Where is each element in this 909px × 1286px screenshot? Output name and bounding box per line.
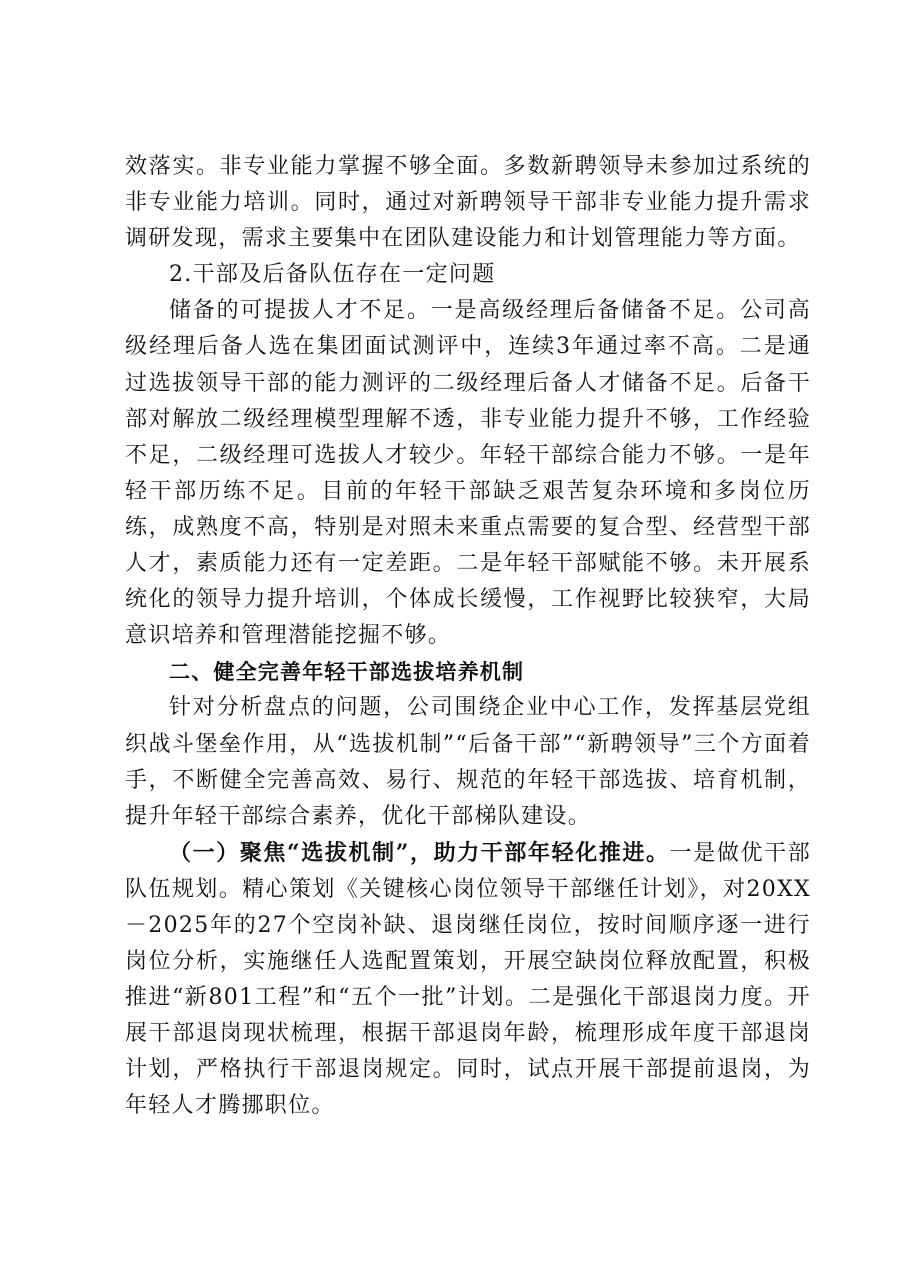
paragraph-lead: （一）聚焦“选拔机制”，助力干部年轻化推进。: [169, 839, 670, 866]
paragraph-body: 一是做优干部队伍规划。精心策划《关键核心岗位领导干部继任计划》，对20XX－2025年的27个空岗补缺、退岗继任岗位，按时间顺序逐一进行岗位分析，实施继任人选配置策划，开展空缺岗位释放配置，积极推进“新801工程”和“五个一批”计划。二是强化干部退岗力度。开展干部退岗现状梳理，根据干部退岗年龄，梳理形成年度干部退岗计划，严格执行干部退岗规定。同时，试点开展干部提前退岗，为年轻人才腾挪职位。: [125, 840, 811, 1119]
paragraph-continuation: 效落实。非专业能力掌握不够全面。多数新聘领导未参加过系统的非专业能力培训。同时，通过对新聘领导干部非专业能力提升需求调研发现，需求主要集中在团队建设能力和计划管理能力等方面。: [125, 154, 811, 252]
subsection-title: 2.干部及后备队伍存在一定问题: [169, 262, 496, 288]
paragraph-mechanism-intro: 针对分析盘点的问题，公司围绕企业中心工作，发挥基层党组织战斗堡垒作用，从“选拔机制”“后备干部”“新聘领导”三个方面着手，不断健全完善高效、易行、规范的年轻干部选拔、培育机制，提升年轻干部综合素养，优化干部梯队建设。: [125, 695, 811, 829]
document-body: [125, 149, 811, 1125]
paragraph-selection-mechanism: [125, 835, 811, 1125]
section-heading: 二、健全完善年轻干部选拔培养机制: [169, 660, 525, 685]
paragraph-reserve-talent: 储备的可提拔人才不足。一是高级经理后备储备不足。公司高级经理后备人选在集团面试测评中，连续3年通过率不高。二是通过选拔领导干部的能力测评的二级经理后备人才储备不足。后备干部对解放二级经理模型理解不透，非专业能力提升不够，工作经验不足，二级经理可选拔人才较少。年轻干部综合能力不够。一是年轻干部历练不足。目前的年轻干部缺乏艰苦复杂环境和多岗位历练，成熟度不高，特别是对照未来重点需要的复合型、经营型干部人才，素质能力还有一定差距。二是年轻干部赋能不够。未开展系统化的领导力提升培训，个体成长缓慢，工作视野比较狭窄，大局意识培养和管理潜能挖掘不够。: [125, 298, 811, 649]
